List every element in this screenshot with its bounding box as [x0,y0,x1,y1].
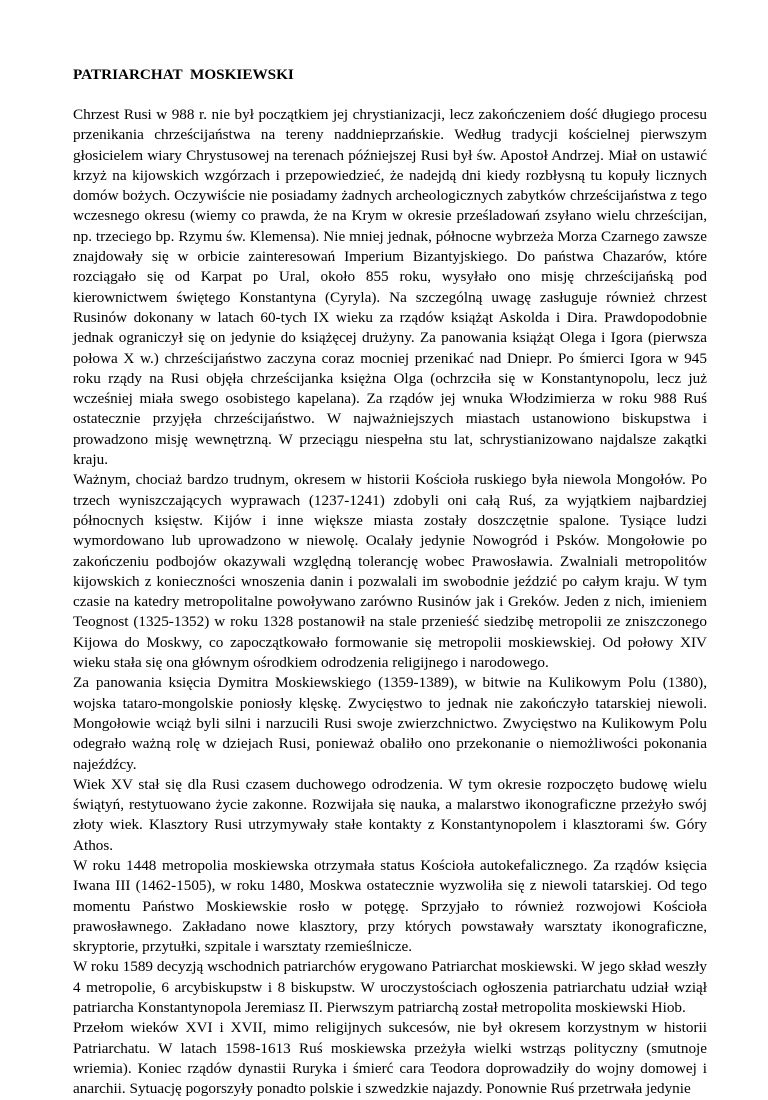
paragraph-4: Wiek XV stał się dla Rusi czasem duchowego odrodzenia. W tym okresie rozpoczęto budowę wielu świątyń, restytuowano życie zakonne. Rozwijała się nauka, a malarstwo ikonograficzne przeżyło swój złoty wiek. Klasztory Rusi utrzymywały stałe kontakty z Konstantynopolem i klasztorami św. Góry Athos. [73,775,707,854]
document-page [73,65,707,1100]
paragraph-6: W roku 1589 decyzją wschodnich patriarchów erygowano Patriarchat moskiewski. W jego skład weszły 4 metropolie, 6 arcybiskupstw i 8 biskupstw. W uroczystościach ogłoszenia patriarchatu udział wziął patriarcha Konstantynopola Jeremiasz II. Pierwszym patriarchą został metropolita moskiewski Hiob. [73,958,707,1017]
document-title: PATRIARCHAT MOSKIEWSKI [73,66,294,83]
paragraph-1: Chrzest Rusi w 988 r. nie był początkiem jej chrystianizacji, lecz zakończeniem dość długiego procesu przenikania chrześcijaństwa na tereny naddnieprzańskie. Według tradycji kościelnej pierwszym głosicielem wiary Chrystusowej na terenach późniejszej Rusi był św. Apostoł Andrzej. Miał on ustawić krzyż na kijowskich wzgórzach i przepowiedzieć, że nadejdą dni kiedy rozbłysną tu kopuły licznych domów bożych. Oczywiście nie posiadamy żadnych archeologicznych zabytków chrześcijaństwa z tego wczesnego okresu (wiemy co prawda, że na Krym w okresie prześladowań zsyłano wielu chrześcijan, np. trzeciego bp. Rzymu św. Klemensa). Nie mniej jednak, północne wybrzeża Morza Czarnego zawsze znajdowały się w orbicie zainteresowań Imperium Bizantyjskiego. Do państwa Chazarów, które rozciągało się od Karpat po Ural, około 855 roku, wysyłało ono misję chrześcijańską pod kierownictwem świętego Konstantyna (Cyryla). Na szczególną uwagę zasługuje również chrzest Rusinów dokonany w latach 60-tych IX wieku za rządów książąt Askolda i Dira. Prawdopodobnie jednak ograniczył się on jedynie do książęcej drużyny. Za panowania książąt Olega i Igora (pierwsza połowa X w.) chrześcijaństwo zaczyna coraz mocniej przenikać nad Dniepr. Po śmierci Igora w 945 roku rządy na Rusi objęła chrześcijanka księżna Olga (ochrzciła się w Konstantynopolu, lecz już wcześniej miała swego osobistego kapelana). Za rządów jej wnuka Włodzimierza w roku 988 Ruś ostatecznie przyjęła chrześcijaństwo. W najważniejszych miastach ustanowiono biskupstwa i prowadzono misję wewnętrzną. W przeciągu niespełna stu lat, schrystianizowano najdalsze zakątki kraju. [73,106,707,469]
paragraph-5: W roku 1448 metropolia moskiewska otrzymała status Kościoła autokefalicznego. Za rządów księcia Iwana III (1462-1505), w roku 1480, Moskwa ostatecznie wyzwoliła się z niewoli tatarskiej. Od tego momentu Państwo Moskiewskie rosło w potęgę. Sprzyjało to również rozwojowi Kościoła prawosławnego. Zakładano nowe klasztory, przy których powstawały warsztaty ikonograficzne, skryptorie, przytułki, szpitale i warsztaty rzemieślnicze. [73,856,707,956]
paragraph-2: Ważnym, chociaż bardzo trudnym, okresem w historii Kościoła ruskiego była niewola Mongołów. Po trzech wyniszczających wyprawach (1237-1241) zdobyli oni całą Ruś, za wyjątkiem najbardziej północnych księstw. Kijów i inne większe miasta zostały doszczętnie spalone. Tysiące ludzi wymordowano lub uprowadzono w niewolę. Ocalały jedynie Nowogród i Psków. Mongołowie po zakończeniu podbojów okazywali względną tolerancję wobec Prawosławia. Zwalniali metropolitów kijowskich z konieczności wnoszenia danin i pozwalali im swobodnie jeździć po całym kraju. W tym czasie na katedry metropolitalne powoływano zarówno Rusinów jak i Greków. Jeden z nich, imieniem Teognost (1325-1352) w roku 1328 postanowił na stale przenieść siedzibę metropolii ze zniszczonego Kijowa do Moskwy, co zapoczątkowało formowanie się metropolii moskiewskiej. Od połowy XIV wieku stała się ona głównym ośrodkiem odrodzenia religijnego i narodowego. [73,471,707,672]
paragraph-7: Przełom wieków XVI i XVII, mimo religijnych sukcesów, nie był okresem korzystnym w historii Patriarchatu. W latach 1598-1613 Ruś moskiewska przeżyła wielki wstrząs polityczny (smutnoje wriemia). Koniec rządów dynastii Ruryka i śmierć cara Teodora doprowadziły do wojny domowej i anarchii. Sytuację pogorszyły ponadto polskie i szwedzkie najazdy. Ponownie Ruś przetrwała jedynie [73,1019,707,1098]
paragraph-3: Za panowania księcia Dymitra Moskiewskiego (1359-1389), w bitwie na Kulikowym Polu (1380), wojska tataro-mongolskie poniosły klęskę. Zwycięstwo to jednak nie zakończyło tatarskiej niewoli. Mongołowie wciąż byli silni i narzucili Rusi swoje zwierzchnictwo. Zwycięstwo na Kulikowym Polu odegrało ważną rolę w dziejach Rusi, ponieważ obaliło ono przekonanie o niemożliwości pokonania najeźdźcy. [73,674,707,773]
